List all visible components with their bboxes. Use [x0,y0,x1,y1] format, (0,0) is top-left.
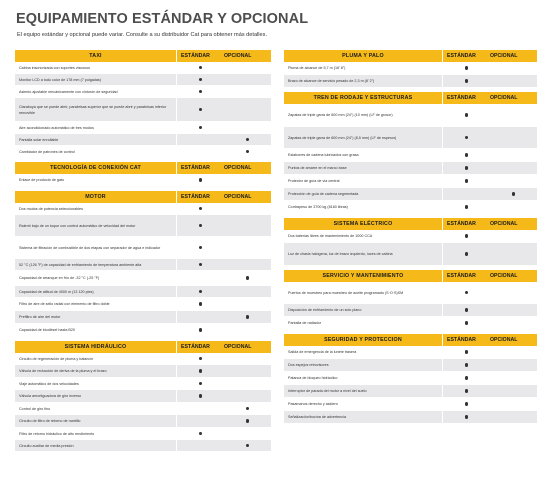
table-row [284,317,537,330]
optional-cell [490,359,537,371]
optional-column-header: OPCIONAL [490,92,537,104]
standard-cell [177,215,224,236]
standard-bullet-icon [465,136,469,140]
table-row [15,311,271,324]
standard-cell [177,365,224,377]
feature-label: Protector de guía de vía central [284,175,442,187]
optional-cell [490,317,537,329]
standard-cell [443,188,490,200]
standard-cell [443,104,490,126]
standard-bullet-icon [199,108,203,112]
optional-cell [224,134,271,145]
table-row [15,324,271,337]
section-title: TECNOLOGÍA DE CONEXIÓN CAT [15,162,176,174]
section-title: TAXI [15,50,176,62]
standard-column-header: ESTÁNDAR [443,218,490,230]
standard-cell [177,62,224,73]
optional-column-header: OPCIONAL [224,162,271,174]
table-row [15,98,271,122]
table-row [284,398,537,411]
standard-cell [443,372,490,384]
feature-label: Filtro de retorno hidráulico de alto rendimiento [15,428,176,439]
optional-cell [224,146,271,157]
standard-bullet-icon [199,328,203,332]
standard-bullet-icon [465,376,469,380]
standard-column-header: ESTÁNDAR [177,50,224,62]
section-title: SERVICIO Y MANTENIMIENTO [284,270,442,282]
table-row [15,122,271,134]
optional-cell [224,324,271,336]
standard-bullet-icon [199,432,203,436]
section-header [284,270,537,282]
optional-column-header: OPCIONAL [224,191,271,203]
standard-bullet-icon [465,153,469,157]
feature-label: Ralentí bajo de un toque con control automático de velocidad del motor [15,215,176,236]
table-row [15,74,271,86]
optional-bullet-icon [246,138,250,142]
section-title: PLUMA Y PALO [284,50,442,62]
standard-column-header: ESTÁNDAR [443,334,490,346]
section-servicio-y-mantenimiento [284,270,537,330]
table-row [284,75,537,88]
standard-cell [177,146,224,157]
standard-bullet-icon [199,126,203,130]
standard-cell [177,122,224,133]
section-header [284,50,537,62]
feature-label: Viaje automático de dos velocidades [15,378,176,389]
optional-cell [490,175,537,187]
table-row [284,104,537,127]
standard-cell [177,403,224,414]
right-column [284,50,537,428]
optional-cell [490,188,537,200]
table-row [284,346,537,359]
optional-cell [490,104,537,126]
table-row [15,86,271,98]
feature-label: Dos espejos retrovisores [284,359,442,371]
optional-bullet-icon [246,444,250,448]
standard-column-header: ESTÁNDAR [177,162,224,174]
standard-cell [443,385,490,397]
standard-bullet-icon [199,178,203,182]
feature-label: Filtro de aire de sello radial con elemento de filtro doble [15,298,176,310]
section-title: SISTEMA HIDRÁULICO [15,341,176,353]
standard-cell [177,86,224,97]
section-header [15,50,271,62]
standard-bullet-icon [199,382,203,386]
optional-cell [490,230,537,242]
table-row [15,428,271,440]
feature-label: 52 °C (126 °F) de capacidad de enfriamiento de temperatura ambiente alta [15,259,176,270]
feature-label: Contrapeso de 3700 kg (8160 libras) [284,201,442,213]
feature-label: Aire acondicionado automático de tres modos [15,122,176,133]
table-row [15,203,271,215]
feature-label: Capacidad de altitud de 4000 m (13 120 pies) [15,286,176,297]
optional-cell [490,304,537,316]
optional-cell [224,271,271,285]
standard-cell [443,398,490,410]
section-header [284,92,537,104]
table-row [284,282,537,304]
optional-cell [490,149,537,161]
standard-bullet-icon [199,90,203,94]
feature-label: Pantalla solar enrollable [15,134,176,145]
section-header [15,162,271,174]
standard-cell [443,162,490,174]
optional-cell [224,311,271,323]
standard-bullet-icon [465,166,469,170]
section-title: MOTOR [15,191,176,203]
left-column [15,50,271,456]
feature-label: Señalización/bocina de advertencia [284,411,442,423]
optional-bullet-icon [246,419,250,423]
feature-label: Pantalla de radiador [284,317,442,329]
standard-cell [443,317,490,329]
optional-cell [224,237,271,258]
optional-cell [490,282,537,303]
feature-label: Cabina insonorizada con soportes viscosos [15,62,176,73]
table-row [15,215,271,237]
standard-cell [177,298,224,310]
standard-cell [177,74,224,85]
standard-cell [443,175,490,187]
standard-bullet-icon [199,357,203,361]
section-title: TREN DE RODAJE Y ESTRUCTURAS [284,92,442,104]
optional-cell [224,353,271,364]
feature-label: Cambiador de patrones de control [15,146,176,157]
feature-label: Zapatas de triple garra de 600 mm (24") (10 mm) (LF de grosor) [284,104,442,126]
section-pluma-y-palo [284,50,537,88]
standard-cell [177,98,224,121]
standard-cell [177,237,224,258]
table-row [284,243,537,266]
standard-bullet-icon [465,321,469,325]
standard-bullet-icon [465,291,469,295]
optional-column-header: OPCIONAL [490,270,537,282]
standard-bullet-icon [465,113,469,117]
feature-label: Zapatas de triple garra de 600 mm (24") (8,5 mm) (LF de espesor) [284,127,442,148]
feature-label: Dos baterías libres de mantenimiento de 1000 CCA [284,230,442,242]
standard-cell [177,311,224,323]
optional-cell [224,122,271,133]
table-row [284,149,537,162]
optional-cell [224,62,271,73]
standard-cell [177,390,224,402]
standard-cell [443,304,490,316]
standard-bullet-icon [465,234,469,238]
feature-label: Capacidad de biodiésel hasta B20 [15,324,176,336]
optional-cell [224,259,271,270]
standard-cell [443,359,490,371]
optional-cell [224,440,271,451]
table-row [284,304,537,317]
table-row [284,127,537,149]
feature-label: Puertos de muestreo para muestreo de aceite programado (S·O·S)SM [284,282,442,303]
feature-label: Asiento ajustable mecánicamente con cinturón de seguridad [15,86,176,97]
feature-label: Puntos de amarre en el marco base [284,162,442,174]
standard-cell [443,149,490,161]
table-row [15,365,271,378]
standard-bullet-icon [465,415,469,419]
table-row [15,390,271,403]
table-row [284,175,537,188]
optional-cell [490,62,537,74]
section-taxi [15,50,271,158]
standard-cell [443,282,490,303]
optional-column-header: OPCIONAL [490,50,537,62]
standard-bullet-icon [199,66,203,70]
optional-cell [490,201,537,213]
optional-bullet-icon [246,315,250,319]
section-header [284,334,537,346]
table-row [15,286,271,298]
feature-label: Prefiltro de aire del motor [15,311,176,323]
feature-label: Capacidad de arranque en frío de -32 °C (-25 °F) [15,271,176,285]
section-header [15,341,271,353]
feature-label: Control de giro fino [15,403,176,414]
section-sistema-hidraulico [15,341,271,452]
optional-cell [490,398,537,410]
table-row [284,188,537,201]
feature-label: Pasamanos derecho y asidero [284,398,442,410]
optional-cell [224,203,271,214]
page-subtitle: El equipo estándar y opcional puede variar. Consulte a su distribuidor Cat para obtener más detalles. [17,32,268,38]
feature-label: Brazo de alcance de servicio pesado de 2,3 m (8' 2") [284,75,442,87]
table-row [284,62,537,75]
standard-bullet-icon [199,302,203,306]
standard-column-header: ESTÁNDAR [177,341,224,353]
section-title: SISTEMA ELÉCTRICO [284,218,442,230]
page-title: EQUIPAMIENTO ESTÁNDAR Y OPCIONAL [16,11,309,27]
table-row [15,134,271,146]
table-row [15,259,271,271]
optional-cell [224,298,271,310]
standard-cell [177,378,224,389]
optional-cell [490,346,537,358]
optional-cell [490,162,537,174]
table-row [15,415,271,428]
optional-cell [224,428,271,439]
optional-cell [224,174,271,186]
standard-cell [177,259,224,270]
optional-cell [490,411,537,423]
feature-label: Protección de guía de cadena segmentada [284,188,442,200]
feature-label: Circuito de filtro de retorno de martillo [15,415,176,427]
optional-cell [490,385,537,397]
optional-cell [224,378,271,389]
standard-bullet-icon [199,290,203,294]
standard-cell [177,415,224,427]
standard-cell [443,62,490,74]
standard-bullet-icon [199,394,203,398]
standard-cell [443,243,490,265]
feature-label: Claraboya que se puede abrir, parabrisas superior que se puede abrir y parabrisas inferior removible [15,98,176,121]
section-header [284,218,537,230]
optional-cell [224,215,271,236]
feature-label: Interruptor de parada del motor a nivel del suelo [284,385,442,397]
section-tren-de-rodaje-y-estructuras [284,92,537,214]
section-tecnologia-de-conexion-cat [15,162,271,187]
standard-cell [177,271,224,285]
table-row [15,62,271,74]
standard-bullet-icon [199,369,203,373]
optional-column-header: OPCIONAL [490,334,537,346]
standard-bullet-icon [465,389,469,393]
feature-label: Eslabones de cadena lubricados con grasa [284,149,442,161]
standard-cell [177,174,224,186]
section-motor [15,191,271,337]
table-row [15,146,271,158]
table-row [284,162,537,175]
table-row [15,378,271,390]
table-row [284,411,537,424]
standard-column-header: ESTÁNDAR [443,270,490,282]
optional-bullet-icon [246,407,250,411]
feature-label: Circuito auxiliar de media presión [15,440,176,451]
standard-cell [443,127,490,148]
table-row [15,353,271,365]
optional-cell [224,86,271,97]
optional-cell [490,372,537,384]
standard-cell [443,75,490,87]
standard-bullet-icon [199,246,203,250]
feature-label: Pluma de alcance de 5,7 m (18' 8") [284,62,442,74]
table-row [284,372,537,385]
feature-label: Sistema de filtración de combustible de dos etapas con separador de agua e indicador [15,237,176,258]
table-row [284,385,537,398]
standard-column-header: ESTÁNDAR [177,191,224,203]
optional-cell [224,403,271,414]
standard-cell [177,134,224,145]
standard-bullet-icon [465,179,469,183]
feature-label: Monitor LCD a todo color de 178 mm (7 pulgadas) [15,74,176,85]
standard-bullet-icon [465,252,469,256]
standard-cell [177,428,224,439]
table-row [284,359,537,372]
standard-bullet-icon [465,308,469,312]
standard-column-header: ESTÁNDAR [443,50,490,62]
table-row [15,403,271,415]
standard-bullet-icon [465,205,469,209]
standard-cell [443,346,490,358]
standard-bullet-icon [465,66,469,70]
optional-cell [224,365,271,377]
standard-bullet-icon [465,363,469,367]
section-sistema-electrico [284,218,537,266]
optional-cell [224,390,271,402]
table-row [15,237,271,259]
table-row [284,230,537,243]
standard-column-header: ESTÁNDAR [443,92,490,104]
table-row [15,440,271,452]
optional-cell [490,127,537,148]
standard-cell [443,201,490,213]
standard-bullet-icon [199,78,203,82]
optional-column-header: OPCIONAL [224,50,271,62]
feature-label: Enlace de producto de gato [15,174,176,186]
optional-cell [490,243,537,265]
standard-cell [177,353,224,364]
feature-label: Disposición de enfriamiento de un solo plano [284,304,442,316]
optional-column-header: OPCIONAL [490,218,537,230]
standard-bullet-icon [465,79,469,83]
section-seguridad-y-proteccion [284,334,537,424]
optional-bullet-icon [246,276,250,280]
standard-bullet-icon [199,224,203,228]
optional-cell [224,415,271,427]
standard-bullet-icon [199,207,203,211]
optional-column-header: OPCIONAL [224,341,271,353]
feature-label: Luz de chasis halógena, luz de brazo izquierdo, luces de cabina [284,243,442,265]
standard-bullet-icon [465,350,469,354]
feature-label: Circuito de regeneración de pluma y balancín [15,353,176,364]
optional-cell [490,75,537,87]
feature-label: Dos modos de potencia seleccionables [15,203,176,214]
feature-label: Válvula amortiguadora de giro inverso [15,390,176,402]
section-header [15,191,271,203]
standard-cell [443,230,490,242]
optional-cell [224,98,271,121]
table-row [15,271,271,286]
feature-label: Válvula de reducción de deriva de la pluma y el brazo [15,365,176,377]
table-row [15,174,271,187]
table-row [284,201,537,214]
optional-bullet-icon [246,150,250,154]
standard-bullet-icon [465,402,469,406]
feature-label: Salida de emergencia de la lunete trasera [284,346,442,358]
optional-bullet-icon [512,192,516,196]
standard-cell [443,411,490,423]
standard-cell [177,440,224,451]
standard-cell [177,286,224,297]
section-title: SEGURIDAD Y PROTECCION [284,334,442,346]
standard-bullet-icon [199,263,203,267]
standard-cell [177,203,224,214]
feature-label: Palanca de bloqueo hidráulico [284,372,442,384]
optional-cell [224,74,271,85]
optional-cell [224,286,271,297]
table-row [15,298,271,311]
standard-cell [177,324,224,336]
